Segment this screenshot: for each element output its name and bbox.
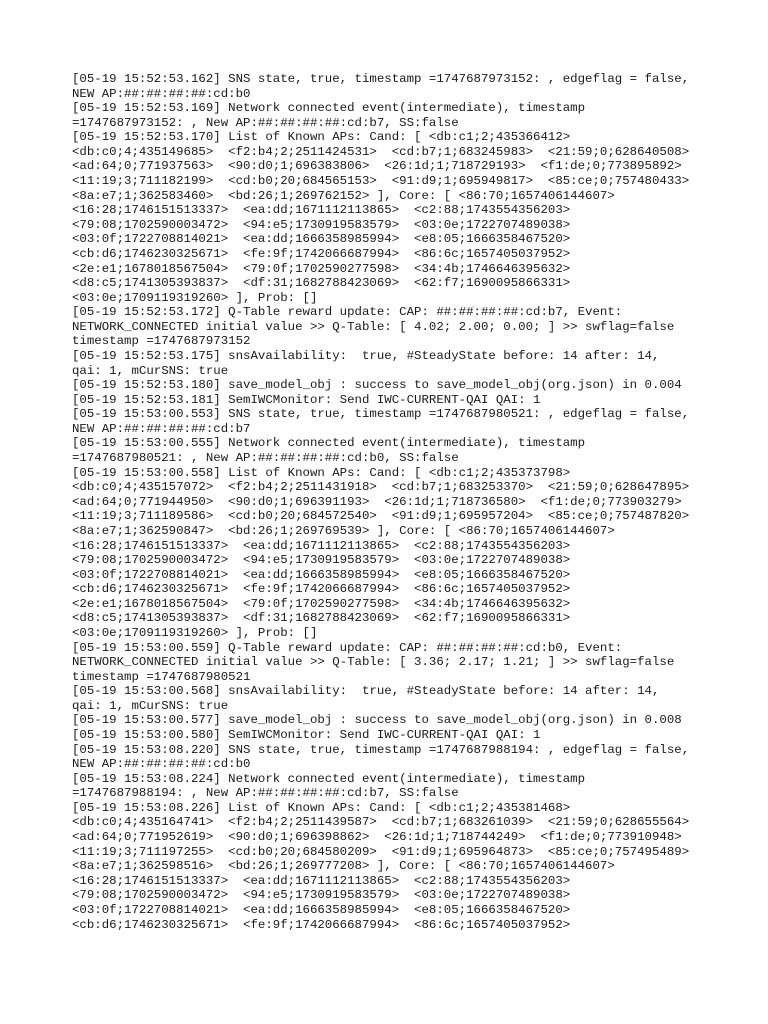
log-line: <cb:d6;1746230325671> <fe:9f;1742066687994> <86:6c;1657405037952> xyxy=(72,246,571,261)
log-line: <cb:d6;1746230325671> <fe:9f;1742066687994> <86:6c;1657405037952> xyxy=(72,917,571,932)
log-line: <79:08;1702590003472> <94:e5;1730919583579> <03:0e;1722707489038> xyxy=(72,217,571,232)
log-line: <db:c0;4;435157072> <f2:b4;2;2511431918> <cd:b7;1;683253370> <21:59;0;628647895> xyxy=(72,480,690,495)
log-line: <03:0e;1709119319260> ], Prob: [] xyxy=(72,290,318,305)
log-line: <79:08;1702590003472> <94:e5;1730919583579> <03:0e;1722707489038> xyxy=(72,553,571,568)
log-line: NETWORK_CONNECTED initial value >> Q-Table: [ 4.02; 2.00; 0.00; ] >> swflag=false xyxy=(72,319,675,334)
log-line: =1747687973152: , New AP:##:##:##:##:cd:b7, SS:false xyxy=(72,115,459,130)
log-line: <2e:e1;1678018567504> <79:0f;1702590277598> <34:4b;1746646395632> xyxy=(72,261,571,276)
log-line: [05-19 15:52:53.169] Network connected event(intermediate), timestamp xyxy=(72,101,586,116)
log-line: <db:c0;4;435164741> <f2:b4;2;2511439587> <cd:b7;1;683261039> <21:59;0;628655564> xyxy=(72,815,690,830)
log-line: qai: 1, mCurSNS: true xyxy=(72,363,229,378)
log-line: <ad:64;0;771937563> <90:d0;1;696383806> <26:1d;1;718729193> <f1:de;0;773895892> xyxy=(72,159,682,174)
log-line: [05-19 15:53:08.224] Network connected event(intermediate), timestamp xyxy=(72,771,586,786)
log-line: [05-19 15:53:00.580] SemIWCMonitor: Send IWC-CURRENT-QAI QAI: 1 xyxy=(72,728,541,743)
log-line: =1747687988194: , New AP:##:##:##:##:cd:b7, SS:false xyxy=(72,786,459,801)
log-line: <d8:c5;1741305393837> <df:31;1682788423069> <62:f7;1690095866331> xyxy=(72,611,571,626)
log-line: <cb:d6;1746230325671> <fe:9f;1742066687994> <86:6c;1657405037952> xyxy=(72,582,571,597)
log-line: timestamp =1747687973152 xyxy=(72,334,251,349)
log-line: qai: 1, mCurSNS: true xyxy=(72,698,229,713)
log-line: <03:0f;1722708814021> <ea:dd;1666358985994> <e8:05;1666358467520> xyxy=(72,567,571,582)
log-line: <03:0e;1709119319260> ], Prob: [] xyxy=(72,625,318,640)
log-line: [05-19 15:53:00.558] List of Known APs: Cand: [ <db:c1;2;435373798> xyxy=(72,465,571,480)
log-line: <11:19;3;711189586> <cd:b0;20;684572540> <91:d9;1;695957204> <85:ce;0;757487820> xyxy=(72,509,690,524)
log-line: [05-19 15:52:53.175] snsAvailability: true, #SteadyState before: 14 after: 14, xyxy=(72,348,660,363)
log-line: <16:28;1746151513337> <ea:dd;1671112113865> <c2:88;1743554356203> xyxy=(72,873,571,888)
log-line: <11:19;3;711197255> <cd:b0;20;684580209> <91:d9;1;695964873> <85:ce;0;757495489> xyxy=(72,844,690,859)
log-line: NETWORK_CONNECTED initial value >> Q-Table: [ 3.36; 2.17; 1.21; ] >> swflag=false xyxy=(72,655,675,670)
log-line: [05-19 15:53:00.559] Q-Table reward update: CAP: ##:##:##:##:cd:b0, Event: xyxy=(72,640,623,655)
log-line: NEW AP:##:##:##:##:cd:b0 xyxy=(72,757,251,772)
log-line: <8a:e7;1;362590847> <bd:26;1;269769539> ], Core: [ <86:70;1657406144607> xyxy=(72,523,615,538)
log-line: [05-19 15:52:53.172] Q-Table reward update: CAP: ##:##:##:##:cd:b7, Event: xyxy=(72,305,623,320)
log-line: [05-19 15:52:53.181] SemIWCMonitor: Send IWC-CURRENT-QAI QAI: 1 xyxy=(72,392,541,407)
log-line: timestamp =1747687980521 xyxy=(72,669,251,684)
log-line: [05-19 15:52:53.170] List of Known APs: Cand: [ <db:c1;2;435366412> xyxy=(72,130,571,145)
log-line: <79:08;1702590003472> <94:e5;1730919583579> <03:0e;1722707489038> xyxy=(72,888,571,903)
log-line: <ad:64;0;771944950> <90:d0;1;696391193> <26:1d;1;718736580> <f1:de;0;773903279> xyxy=(72,494,682,509)
log-line: <ad:64;0;771952619> <90:d0;1;696398862> <26:1d;1;718744249> <f1:de;0;773910948> xyxy=(72,830,682,845)
log-line: [05-19 15:53:00.577] save_model_obj : success to save_model_obj(org.json) in 0.008 xyxy=(72,713,682,728)
log-line: <8a:e7;1;362598516> <bd:26;1;269777208> ], Core: [ <86:70;1657406144607> xyxy=(72,859,615,874)
log-line: <16:28;1746151513337> <ea:dd;1671112113865> <c2:88;1743554356203> xyxy=(72,203,571,218)
log-line: NEW AP:##:##:##:##:cd:b0 xyxy=(72,86,251,101)
log-line: <8a:e7;1;362583460> <bd:26;1;269762152> ], Core: [ <86:70;1657406144607> xyxy=(72,188,615,203)
log-line: [05-19 15:53:08.226] List of Known APs: Cand: [ <db:c1;2;435381468> xyxy=(72,800,571,815)
log-line: <03:0f;1722708814021> <ea:dd;1666358985994> <e8:05;1666358467520> xyxy=(72,902,571,917)
log-line: [05-19 15:53:08.220] SNS state, true, timestamp =1747687988194: , edgeflag = false, xyxy=(72,742,690,757)
log-line: <11:19;3;711182199> <cd:b0;20;684565153> <91:d9;1;695949817> <85:ce;0;757480433> xyxy=(72,174,690,189)
log-line: [05-19 15:53:00.568] snsAvailability: true, #SteadyState before: 14 after: 14, xyxy=(72,684,660,699)
log-line: NEW AP:##:##:##:##:cd:b7 xyxy=(72,421,251,436)
log-line: <db:c0;4;435149685> <f2:b4;2;2511424531> <cd:b7;1;683245983> <21:59;0;628640508> xyxy=(72,144,690,159)
log-line: <d8:c5;1741305393837> <df:31;1682788423069> <62:f7;1690095866331> xyxy=(72,276,571,291)
log-line: [05-19 15:52:53.180] save_model_obj : success to save_model_obj(org.json) in 0.004 xyxy=(72,378,682,393)
log-line: <16:28;1746151513337> <ea:dd;1671112113865> <c2:88;1743554356203> xyxy=(72,538,571,553)
log-line: <2e:e1;1678018567504> <79:0f;1702590277598> <34:4b;1746646395632> xyxy=(72,596,571,611)
log-line: <03:0f;1722708814021> <ea:dd;1666358985994> <e8:05;1666358467520> xyxy=(72,232,571,247)
log-line: [05-19 15:53:00.553] SNS state, true, timestamp =1747687980521: , edgeflag = false, xyxy=(72,407,690,422)
log-line: [05-19 15:53:00.555] Network connected event(intermediate), timestamp xyxy=(72,436,586,451)
log-line: =1747687980521: , New AP:##:##:##:##:cd:b0, SS:false xyxy=(72,451,459,466)
log-line: [05-19 15:52:53.162] SNS state, true, timestamp =1747687973152: , edgeflag = false, xyxy=(72,72,690,86)
log-text-block xyxy=(72,72,712,932)
